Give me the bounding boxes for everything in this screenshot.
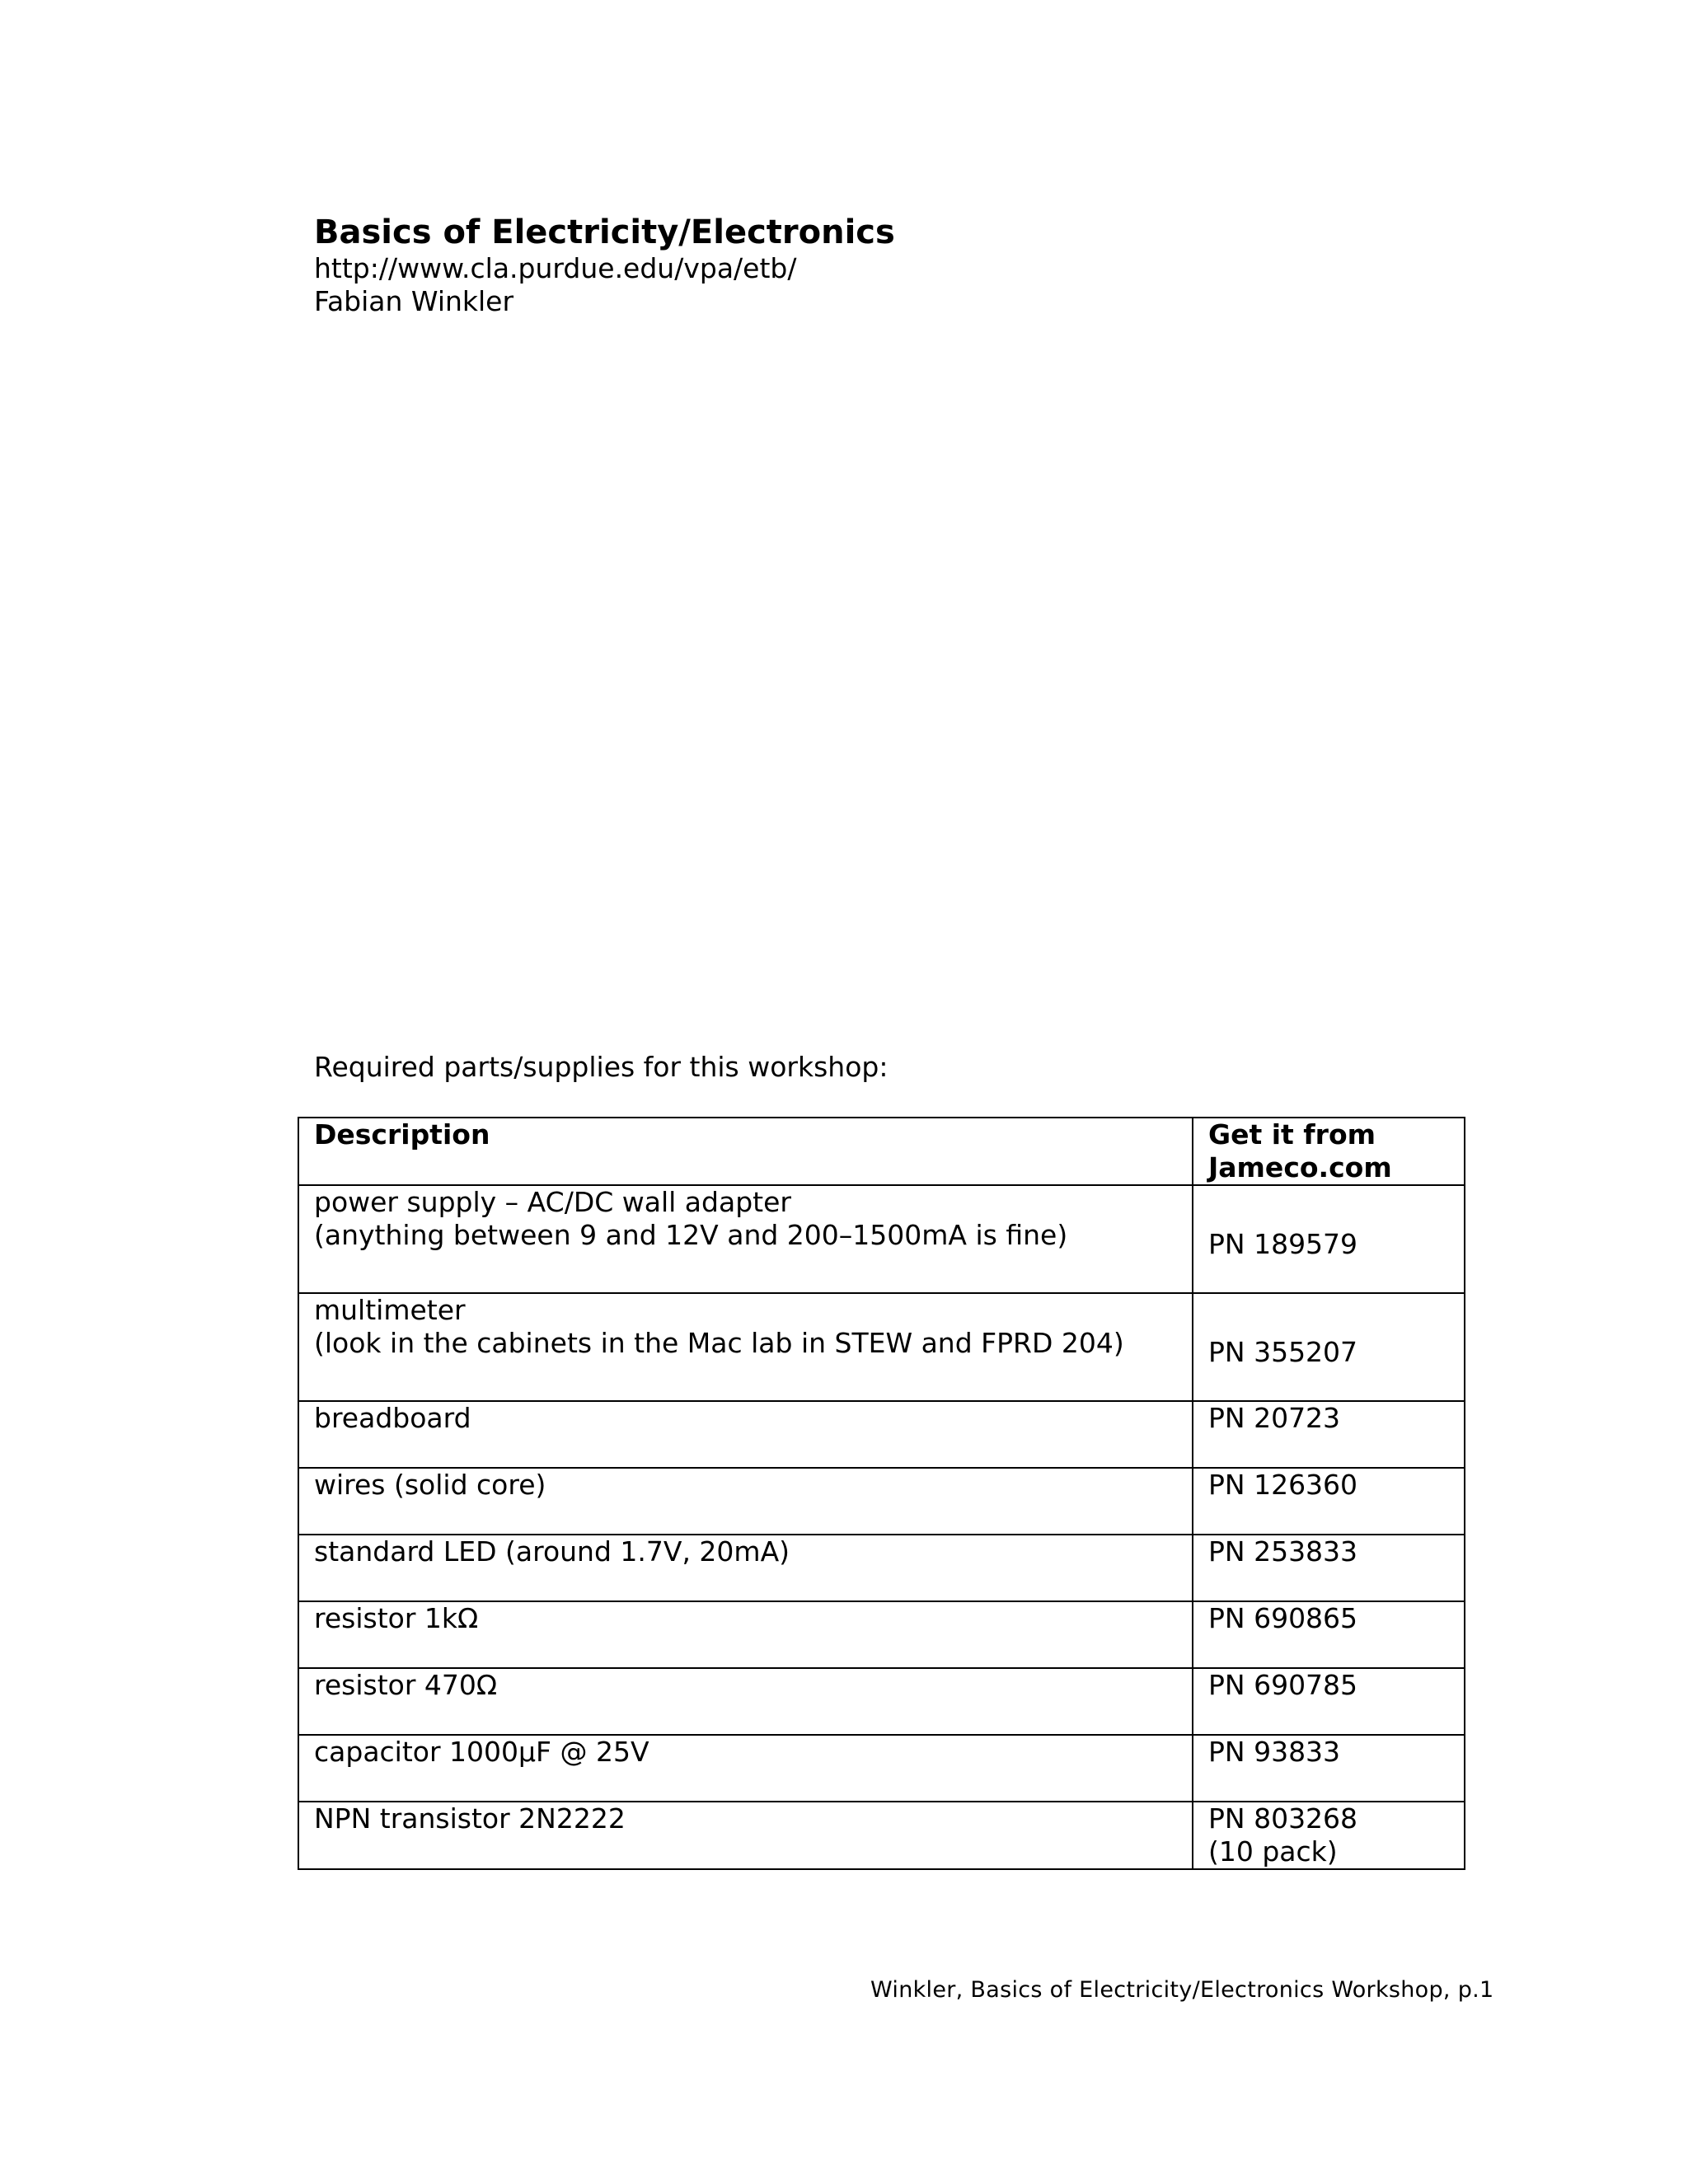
part-number: PN 20723: [1193, 1401, 1465, 1468]
part-description: wires (solid core): [298, 1468, 1193, 1535]
table-header-row: [298, 1118, 1465, 1185]
part-number-cell: [1193, 1802, 1465, 1869]
part-number: PN 803268: [1208, 1802, 1358, 1835]
part-number: PN 126360: [1193, 1468, 1465, 1535]
part-number: PN 189579: [1193, 1185, 1465, 1293]
part-description: NPN transistor 2N2222: [298, 1802, 1193, 1869]
part-description: resistor 1kΩ: [298, 1601, 1193, 1668]
part-number: PN 355207: [1193, 1293, 1465, 1401]
document-header: [314, 213, 895, 318]
page-footer: Winkler, Basics of Electricity/Electronics Workshop, p.1: [870, 1977, 1494, 2003]
table-row: [298, 1401, 1465, 1468]
course-url: http://www.cla.purdue.edu/vpa/etb/: [314, 252, 797, 284]
part-description: capacitor 1000µF @ 25V: [298, 1735, 1193, 1802]
part-description-note: (anything between 9 and 12V and 200–1500mA is fine): [314, 1219, 1068, 1251]
parts-table: [298, 1117, 1465, 1870]
part-description: [298, 1293, 1193, 1401]
part-description: breadboard: [298, 1401, 1193, 1468]
part-number: PN 690865: [1193, 1601, 1465, 1668]
part-number: PN 253833: [1193, 1535, 1465, 1601]
part-description-note: (look in the cabinets in the Mac lab in STEW and FPRD 204): [314, 1327, 1124, 1359]
parts-intro: Required parts/supplies for this workshop:: [314, 1051, 889, 1083]
author-name: Fabian Winkler: [314, 285, 514, 317]
part-description-main: multimeter: [314, 1294, 466, 1326]
table-row: [298, 1601, 1465, 1668]
part-number: PN 93833: [1193, 1735, 1465, 1802]
table-row: [298, 1668, 1465, 1735]
part-description-main: power supply – AC/DC wall adapter: [314, 1186, 791, 1218]
table-row: [298, 1185, 1465, 1293]
part-description: [298, 1185, 1193, 1293]
part-description: standard LED (around 1.7V, 20mA): [298, 1535, 1193, 1601]
table-row: [298, 1802, 1465, 1869]
table-row: [298, 1535, 1465, 1601]
part-pack-note: (10 pack): [1208, 1835, 1338, 1868]
document-title: Basics of Electricity/Electronics: [314, 213, 895, 251]
column-header-description: Description: [298, 1118, 1193, 1185]
table-row: [298, 1735, 1465, 1802]
column-header-source: Get it from Jameco.com: [1193, 1118, 1465, 1185]
table-row: [298, 1293, 1465, 1401]
part-description: resistor 470Ω: [298, 1668, 1193, 1735]
table-row: [298, 1468, 1465, 1535]
part-number: PN 690785: [1193, 1668, 1465, 1735]
